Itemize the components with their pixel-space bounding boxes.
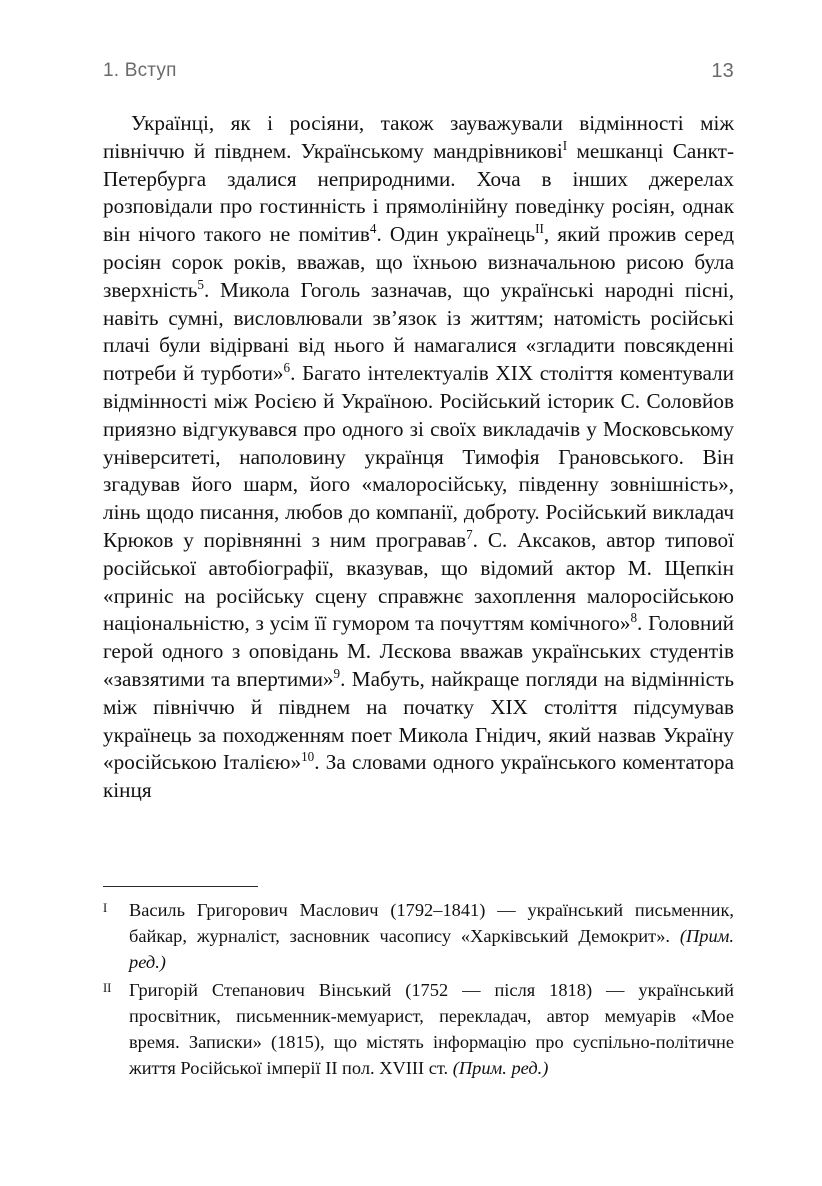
footnote-text — [129, 897, 734, 976]
footnote-text — [129, 977, 734, 1082]
footnote-marker: I — [103, 901, 108, 915]
text-run: . За словами одного українського коментатора кінця — [103, 750, 734, 803]
text-run: . Микола Гоголь зазначав, що українські народні пісні, навіть сумні, висловлювали зв’язок із життям; натомість російські плачі були відірвані від нього й намагалися «згладити повсякденні потреби й турботи» — [103, 277, 734, 386]
text-run: . Багато інтелектуалів XIX століття коментували відмінності між Росією й Україною. Російський історик С. Соловйов приязно відгукувався про одного зі своїх викладачів у Московському університеті, наполовину українця Тимофія Грановського. Він згадував його шарм, його «малоросійську, південну зовнішність», лінь щодо писання, любов до компанії, доброту. Російський викладач Крюков у порівнянні з ним програвав — [103, 361, 734, 552]
text-run: . Мабуть, найкраще погляди на відмінність між північчю й півднем на початку XIX століття підсумував українець за походженням поет Микола Гнідич, який назвав Україну «російською Італією» — [103, 666, 734, 775]
footnote-item — [103, 897, 734, 976]
page-number: 13 — [711, 59, 734, 82]
footnote-marker: II — [103, 980, 112, 995]
footnote-reference[interactable]: 8 — [630, 610, 638, 626]
text-run: . Один українець — [376, 222, 536, 247]
footnote-item — [103, 977, 734, 1082]
footnote-section — [103, 886, 734, 1082]
running-head — [103, 56, 734, 86]
body-paragraph — [103, 110, 734, 805]
text-run: Василь Григорович Маслович (1792–1841) — український письменник, байкар, журналіст, засновник часопису «Харківський Демокрит». — [129, 900, 734, 947]
text-run: мешканці Санкт-Петербурга здалися неприродними. Хоча в інших джерелах розповідали про гостинність і прямолінійну поведінку росіян, однак він нічого такого не помітив — [103, 138, 734, 247]
text-run: . С. Аксаков, автор типової російської автобіографії, вказував, що відомий актор М. Щепкін «приніс на російську сцену справжнє захоплення малоросійською національністю, з усім її гумором та почуттям комічного» — [103, 527, 734, 636]
text-run: Українці, як і росіяни, також зауважували відмінності між північчю й півднем. Українському мандрівникові — [103, 111, 734, 163]
footnote-reference[interactable]: 10 — [301, 749, 315, 765]
footnote-reference[interactable]: II — [535, 221, 544, 237]
footnote-list — [103, 897, 734, 1081]
running-head-chapter: 1. Вступ — [103, 60, 177, 81]
footnote-separator-rule — [103, 886, 258, 887]
footnote-reference[interactable]: I — [562, 137, 568, 153]
footnote-reference[interactable]: 5 — [197, 276, 204, 292]
footnote-reference[interactable]: 4 — [369, 221, 377, 237]
text-run: , який прожив серед росіян сорок років, вважав, що їхньою визначальною рисою була зверхність — [103, 222, 734, 302]
text-run: . Головний герой одного з оповідань М. Лєскова вважав українських студентів «завзятими та впертими» — [103, 611, 735, 691]
body-text — [103, 110, 734, 805]
editor-note-italic: (Прим. ред.) — [452, 1058, 549, 1079]
footnote-reference[interactable]: 9 — [333, 665, 341, 681]
footnote-reference[interactable]: 7 — [466, 526, 473, 542]
editor-note-italic: (Прим. ред.) — [129, 926, 734, 973]
text-run: Григорій Степанович Вінський (1752 — після 1818) — український просвітник, письменник-мемуарист, перекладач, автор мемуарів «Мое время. Записки» (1815), що містять інформацію про суспільно-політичне життя Російської імперії II пол. XVIII ст. — [129, 979, 734, 1079]
footnote-reference[interactable]: 6 — [283, 360, 291, 376]
